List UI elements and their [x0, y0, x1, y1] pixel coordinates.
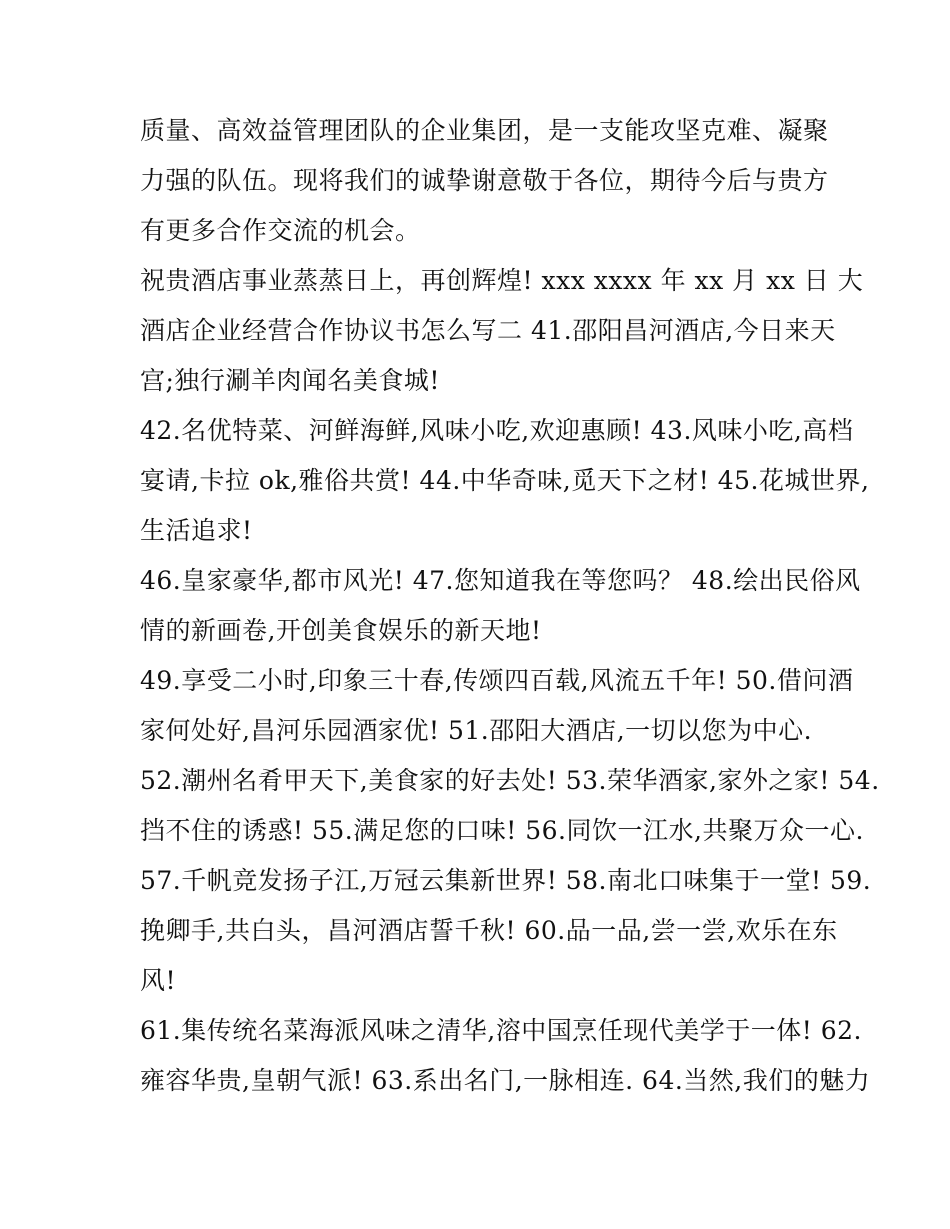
text-line: 挽卿手,共白头，昌河酒店誓千秋! 60.品一品,尝一尝,欢乐在东	[140, 916, 838, 945]
document-body	[140, 106, 880, 1106]
text-line: 家何处好,昌河乐园酒家优! 51.邵阳大酒店,一切以您为中心.	[140, 716, 813, 745]
text-line: 力强的队伍。现将我们的诚挚谢意敬于各位，期待今后与贵方	[140, 166, 829, 195]
text-line: 57.千帆竞发扬子江,万冠云集新世界! 58.南北口味集于一堂! 59.	[140, 866, 872, 895]
paragraph-slogans-49-51	[140, 656, 854, 756]
text-line: 52.潮州名肴甲天下,美食家的好去处! 53.荣华酒家,家外之家! 54.	[140, 766, 880, 795]
text-line: 质量、高效益管理团队的企业集团，是一支能攻坚克难、凝聚	[140, 116, 829, 145]
text-line: 49.享受二小时,印象三十春,传颂四百载,风流五千年! 50.借问酒	[140, 666, 854, 695]
text-line: 祝贵酒店事业蒸蒸日上，再创辉煌! xxx xxxx 年 xx 月 xx 日 大	[140, 266, 864, 295]
text-line: 酒店企业经营合作协议书怎么写二 41.邵阳昌河酒店,今日来天	[140, 316, 836, 345]
text-line: 61.集传统名菜海派风味之清华,溶中国烹任现代美学于一体! 62.	[140, 1016, 862, 1045]
text-line: 宫;独行涮羊肉闻名美食城!	[140, 366, 440, 395]
paragraph-wishes-and-heading	[140, 256, 864, 406]
paragraph-closing-thanks	[140, 106, 829, 256]
text-line: 挡不住的诱惑! 55.满足您的口味! 56.同饮一江水,共聚万众一心.	[140, 816, 864, 845]
text-line: 风!	[140, 966, 177, 995]
text-line: 生活追求!	[140, 516, 253, 545]
text-line: 雍容华贵,皇朝气派! 63.系出名门,一脉相连. 64.当然,我们的魅力	[140, 1066, 871, 1095]
text-line: 有更多合作交流的机会。	[140, 216, 421, 245]
text-line: 46.皇家豪华,都市风光! 47.您知道我在等您吗？ 48.绘出民俗风	[140, 566, 861, 595]
paragraph-slogans-46-48	[140, 556, 861, 656]
paragraph-slogans-42-45	[140, 406, 870, 556]
text-line: 宴请,卡拉 ok,雅俗共赏! 44.中华奇味,觅天下之材! 45.花城世界,	[140, 466, 870, 495]
paragraph-slogans-61-64	[140, 1006, 871, 1106]
paragraph-slogans-52-60	[140, 756, 880, 1006]
text-line: 42.名优特菜、河鲜海鲜,风味小吃,欢迎惠顾! 43.风味小吃,高档	[140, 416, 854, 445]
text-line: 情的新画卷,开创美食娱乐的新天地!	[140, 616, 542, 645]
